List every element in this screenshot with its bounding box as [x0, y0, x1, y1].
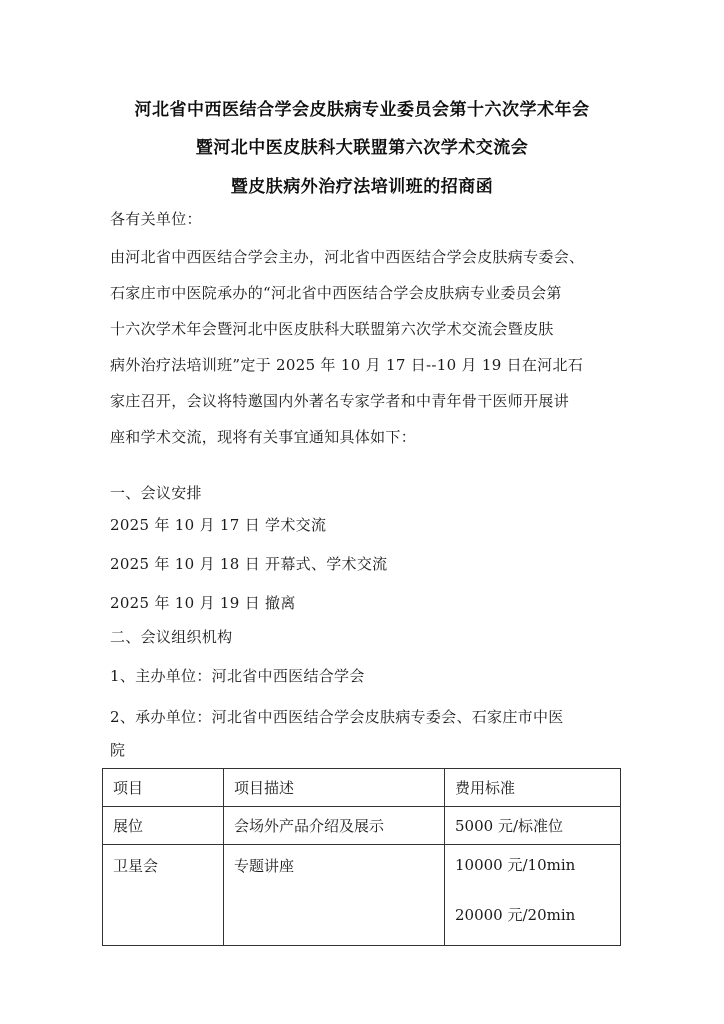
title-line-3: 暨皮肤病外治疗法培训班的招商函	[230, 177, 494, 197]
organizer-unit-continued: 院	[110, 741, 126, 759]
schedule-item: 2025 年 10 月 17 日 学术交流	[110, 516, 327, 534]
header-cell-description: 项目描述	[224, 769, 445, 807]
schedule-item: 2025 年 10 月 18 日 开幕式、学术交流	[110, 555, 388, 573]
cell-fee: 5000 元/标准位	[445, 807, 621, 845]
fee-table	[102, 768, 621, 946]
table-row	[103, 845, 621, 946]
table-row	[103, 807, 621, 845]
intro-paragraph	[110, 247, 630, 463]
intro-line: 十六次学术年会暨河北中医皮肤科大联盟第六次学术交流会暨皮肤	[110, 320, 554, 338]
title-line-1: 河北省中西医结合学会皮肤病专业委员会第十六次学术年会	[134, 100, 590, 120]
intro-line: 由河北省中西医结合学会主办，河北省中西医结合学会皮肤病专委会、	[110, 248, 585, 266]
section-1-heading: 一、会议安排	[110, 484, 202, 502]
cell-description: 会场外产品介绍及展示	[224, 807, 445, 845]
intro-line: 座和学术交流，现将有关事宜通知具体如下：	[110, 428, 417, 446]
title-line-2: 暨河北中医皮肤科大联盟第六次学术交流会	[195, 138, 529, 158]
intro-line: 家庄召开，会议将特邀国内外著名专家学者和中青年骨干医师开展讲	[110, 392, 570, 410]
section-2-heading: 二、会议组织机构	[110, 628, 233, 646]
intro-line: 病外治疗法培训班”定于 2025 年 10 月 17 日--10 月 19 日在河北石	[110, 356, 584, 374]
table-header-row	[103, 769, 621, 807]
salutation: 各有关单位：	[110, 210, 202, 228]
header-cell-fee: 费用标准	[445, 769, 621, 807]
fee-line: 20000 元/20min	[455, 906, 576, 924]
intro-line: 石家庄市中医院承办的“河北省中西医结合学会皮肤病专业委员会第	[110, 284, 562, 302]
host-unit: 1、主办单位：河北省中西医结合学会	[110, 667, 365, 685]
schedule-item: 2025 年 10 月 19 日 撤离	[110, 594, 296, 612]
cell-item: 展位	[103, 807, 224, 845]
header-cell-item: 项目	[103, 769, 224, 807]
organizer-unit: 2、承办单位：河北省中西医结合学会皮肤病专委会、石家庄市中医	[110, 708, 564, 726]
fee-line: 10000 元/10min	[455, 856, 576, 874]
cell-description: 专题讲座	[224, 845, 445, 946]
cell-item: 卫星会	[103, 845, 224, 946]
cell-fee	[445, 845, 621, 946]
